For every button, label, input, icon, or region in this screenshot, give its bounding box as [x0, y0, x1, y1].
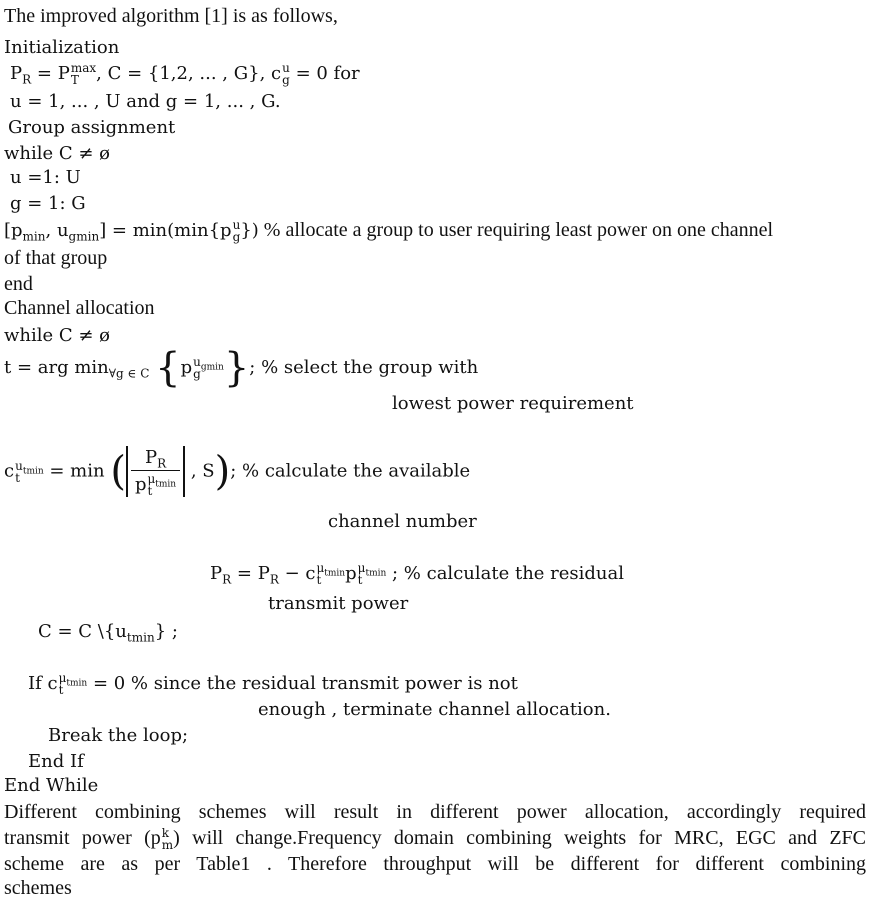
end-while: End While	[4, 775, 99, 796]
min-comment: % allocate a group to user requiring least power on one channel	[263, 219, 774, 241]
initialization-heading: Initialization	[4, 37, 120, 58]
group-assignment-heading: Group assignment	[8, 117, 176, 138]
residual-comment-cont: transmit power	[268, 593, 409, 614]
closing-line-4: schemes	[4, 877, 72, 899]
initialization-line-1: $P_R = P$ max T , C = {1,2, ... , G}, c u g = 0 for	[10, 61, 360, 87]
calc-comment-cont: channel number	[328, 511, 477, 532]
available-channel-line: c $u_{tmin}$ t = min ( $P_R$ p $\mu_{tmin}$ t , S); % calculate the available	[4, 447, 471, 498]
group-while: while C ≠ ø	[4, 143, 111, 164]
initialization-line-2: u = 1, ... , U and g = 1, ... , G.	[10, 91, 281, 112]
loop-u: u =1: U	[10, 167, 81, 188]
group-end: end	[4, 273, 33, 295]
break-loop: Break the loop;	[48, 725, 189, 746]
calc-comment: % calculate the available	[242, 460, 471, 482]
channel-allocation-heading: Channel allocation	[4, 297, 155, 319]
min-line: [$p_{min}$, $u_{gmin}] = \min(\min\{p$ u g }) % allocate a group to user requiring least power on one channel	[4, 218, 774, 244]
if-comment: = 0 % since the residual transmit power is not	[92, 673, 518, 694]
end-if: End If	[28, 751, 84, 772]
intro-text: The improved algorithm [1] is as follows,	[4, 5, 338, 27]
channel-while: while C ≠ ø	[4, 325, 111, 346]
if-comment-cont: enough , terminate channel allocation.	[258, 699, 611, 720]
min-comment-cont: of that group	[4, 247, 108, 269]
set-update-line: C = C $\backslash\{u_{tmin}\}$ ;	[38, 621, 178, 645]
select-comment-cont: lowest power requirement	[392, 393, 634, 414]
select-comment: % select the group with	[261, 357, 479, 378]
residual-power-line: $P_R = P_R - c$ $\mu_{tmin}$ t p $\mu_{tmin}$ t ; % calculate the residual	[210, 561, 625, 587]
closing-line-3: scheme are as per Table1 . Therefore throughput will be different for different combining	[4, 853, 866, 875]
closing-line-1: Different combining schemes will result in different power allocation, accordingly required	[4, 801, 866, 823]
select-group-line: t = arg $\min_{\forall g \in C} \{p$ $u_{gmin}$ g }; % select the group with	[4, 345, 479, 391]
residual-comment: % calculate the residual	[403, 563, 625, 584]
loop-g: g = 1: G	[10, 193, 86, 214]
closing-line-2: transmit power (p k m ) will change.Frequency domain combining weights for MRC, EGC and ZFC	[4, 826, 867, 853]
if-line: If c $\mu_{tmin}$ t = 0 % since the residual transmit power is not	[28, 671, 518, 697]
